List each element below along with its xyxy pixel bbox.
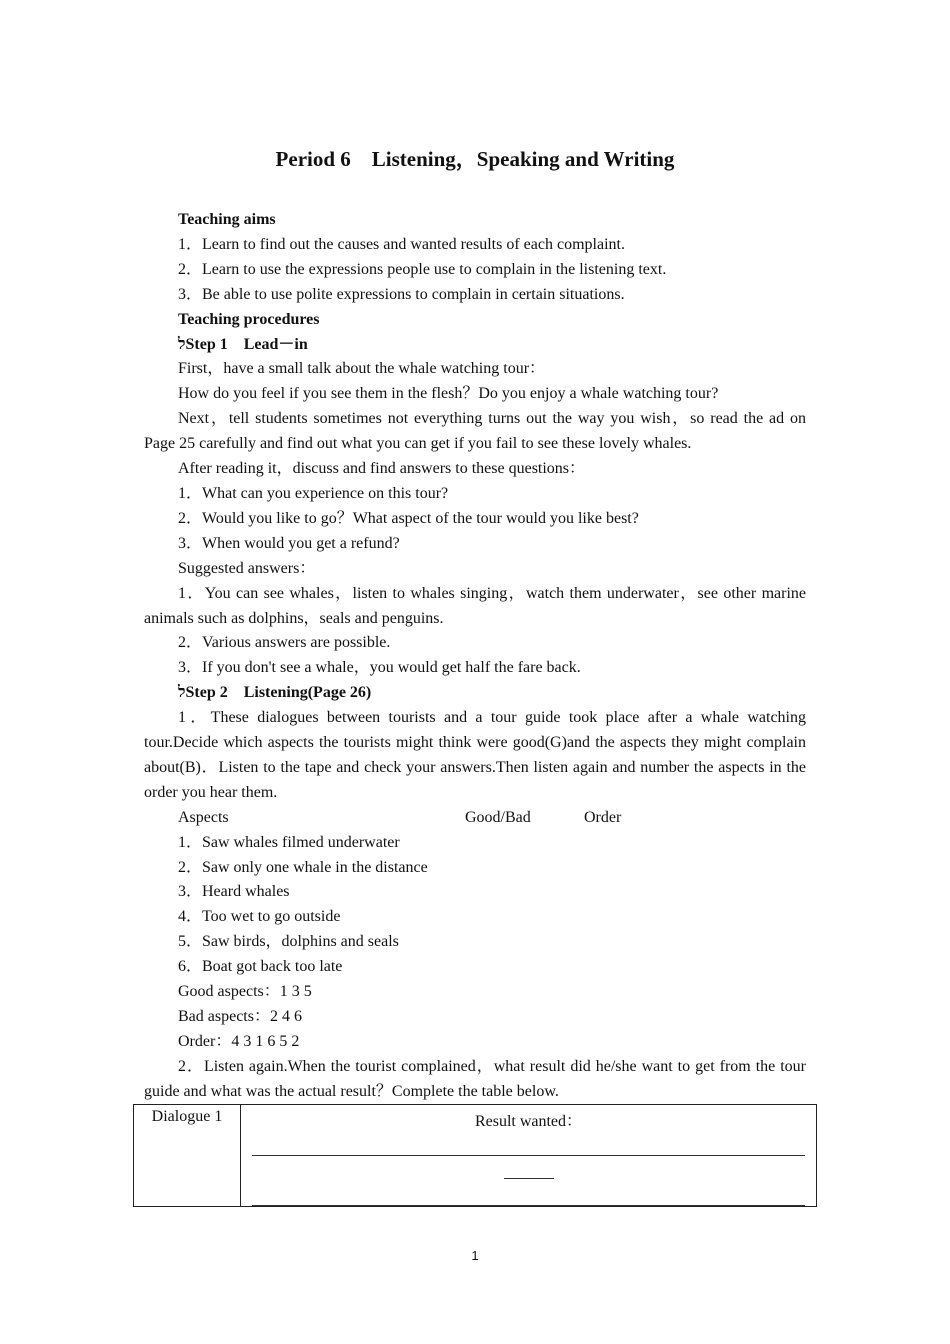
step2-task2: 2．Listen again.When the tourist complained，what result did he/she want to get from the tour guide and what was the actual result？Complete the table below. [144, 1057, 806, 1100]
teaching-aims-heading: Teaching aims [178, 211, 276, 228]
answer-blank-line[interactable] [252, 1185, 805, 1206]
answer-item: 1．You can see whales，listen to whales singing，watch them underwater，see other marine animals such as dolphins，seals and penguins. [144, 584, 806, 627]
page-title: Period 6 Listening，Speaking and Writing [275, 147, 675, 171]
aspect-item: 5．Saw birds，dolphins and seals [178, 933, 399, 951]
answer-item: 3．If you don't see a whale，you would get half the fare back. [178, 659, 581, 677]
result-cell [241, 1105, 817, 1207]
aim-item: 2．Learn to use the expressions people use to complain in the listening text. [178, 260, 667, 278]
step1-first: First，have a small talk about the whale watching tour： [178, 360, 546, 378]
dialogue-label: Dialogue 1 [134, 1105, 241, 1207]
aspect-item: 1．Saw whales filmed underwater [178, 833, 400, 851]
dialogue-table [133, 1104, 817, 1207]
procedures-heading: Teaching procedures [178, 310, 320, 328]
answer-blank-line[interactable] [252, 1135, 805, 1156]
result-wanted-label: Result wanted： [474, 1113, 583, 1130]
question-item: 2．Would you like to go？What aspect of the tour would you like best? [178, 509, 639, 527]
aspect-item: 6．Boat got back too late [178, 958, 343, 976]
step1-next: Next，tell students sometimes not everything turns out the way you wish，so read the ad on Page 25 carefully and find out what you can get if you fail to see these lovely whales. [144, 410, 806, 453]
bad-aspects: Bad aspects：2 4 6 [178, 1007, 302, 1025]
column-aspects: Aspects [178, 808, 229, 826]
step2-heading: לStep 2 Listening(Page 26) [178, 684, 372, 702]
good-aspects: Good aspects：1 3 5 [178, 983, 312, 1001]
step1-after: After reading it，discuss and find answers to these questions： [178, 460, 586, 478]
column-good-bad: Good/Bad [465, 808, 531, 826]
page-number: 1 [471, 1248, 479, 1263]
step1-question: How do you feel if you see them in the flesh？Do you enjoy a whale watching tour? [178, 385, 719, 403]
aspect-item: 2．Saw only one whale in the distance [178, 858, 428, 876]
aspect-item: 3．Heard whales [178, 883, 290, 901]
question-item: 1．What can you experience on this tour? [178, 484, 449, 502]
suggested-answers-label: Suggested answers： [178, 559, 316, 577]
order-answer: Order：4 3 1 6 5 2 [178, 1032, 300, 1050]
answer-blank-line[interactable] [504, 1158, 554, 1179]
question-item: 3．When would you get a refund? [178, 534, 400, 552]
aim-item: 3．Be able to use polite expressions to complain in certain situations. [178, 285, 625, 303]
step2-task1: 1．These dialogues between tourists and a tour guide took place after a whale watching tour.Decide which aspects the tourists might think were good(G)and the aspects they might complain about(B)．Listen to the tape and check your answers.Then listen again and number the aspects in the order you hear them. [144, 709, 806, 801]
column-order: Order [584, 808, 622, 826]
aim-item: 1．Learn to find out the causes and wanted results of each complaint. [178, 235, 625, 253]
table-row [134, 1105, 817, 1207]
document-body [144, 208, 806, 1105]
aspects-header-row [144, 806, 806, 831]
aspect-item: 4．Too wet to go outside [178, 908, 341, 926]
answer-item: 2．Various answers are possible. [178, 634, 391, 652]
step1-heading: לStep 1 Lead－in [178, 335, 308, 353]
